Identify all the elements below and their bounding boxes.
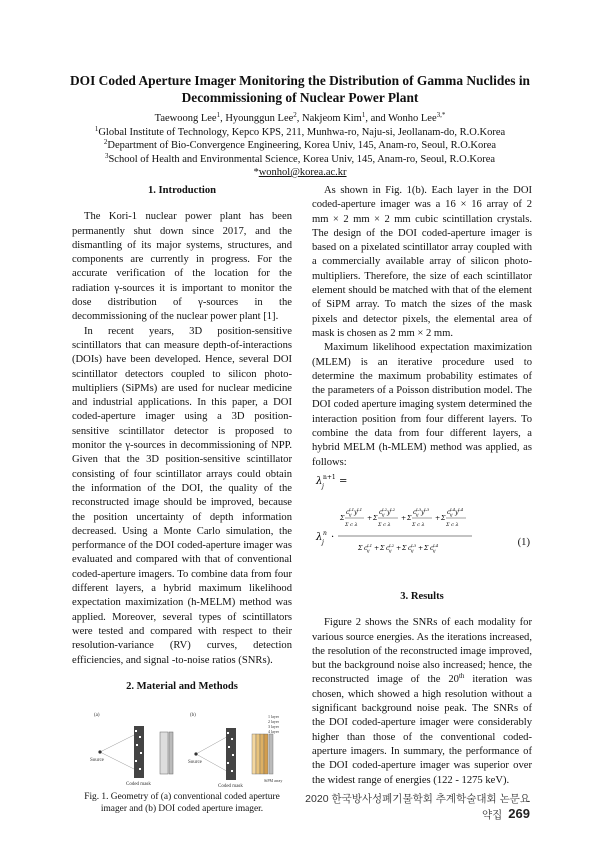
svg-text:ij: ij <box>433 547 436 553</box>
coded-mask-a <box>134 726 144 778</box>
svg-text:+: + <box>401 514 407 522</box>
panel-b-label: (b) <box>190 713 196 719</box>
svg-text:y: y <box>421 508 425 516</box>
section-heading-results: 3. Results <box>400 590 444 602</box>
h-mlem-formula <box>312 470 512 590</box>
svg-text:=: = <box>339 475 348 487</box>
layer-label-2: 2 layer <box>268 719 279 725</box>
methods-paragraph-2: Maximum likelihood expectation maximization (MLEM) is an iterative procedure used to determine the maximum probability estimates of the parameters of a Poisson distribution model. The DOI coded aperture imaging system determined the interaction position from four different layers. To combine the data from four different layers, a hybrid MELM (h-MLEM) method was applied, as follows: <box>312 342 532 468</box>
svg-text:ij: ij <box>389 547 392 553</box>
svg-text:y: y <box>455 508 459 516</box>
svg-text:c: c <box>430 544 434 552</box>
svg-text:L3: L3 <box>424 506 430 512</box>
figure-1-caption: Fig. 1. Geometry of (a) conventional coded aperture imager and (b) DOI coded aperture imager. <box>84 792 280 814</box>
section-heading-introduction: 1. Introduction <box>147 185 217 196</box>
page-number: 269 <box>508 806 530 821</box>
affiliation-1: $^1$Global Institute of Technology, Kepco KPS, 211, Munhwa-ro, Naju-si, Jeollanam-do, R.O.Korea <box>94 124 506 138</box>
svg-text:+: + <box>374 544 380 552</box>
svg-text:c: c <box>408 544 412 552</box>
affiliation-3: $^3$School of Health and Environmental Science, Korea Univ, 145, Anam-ro, Seoul, R.O.Korea <box>104 151 496 165</box>
corresponding-email[interactable]: *wonhol@korea.ac.kr <box>253 167 347 178</box>
svg-text:ij: ij <box>416 511 419 517</box>
results-paragraph: Figure 2 shows the SNRs of each modality for various source energies. As the iterations increased, the resolution of the reconstructed image improved, but the background noise also increased; hence, the reconstructed image of the 20th iteration was chosen, which showed a high resolution without a significant background noise peak. The SNRs of the DOI coded-aperture imager were considerably higher than those of the conventional coded-aperture imagers. In summary, the performance of the DOI coded-aperture imager was superior over the widest range of energies (122 - 1275 keV). <box>312 617 532 786</box>
svg-text:j: j <box>322 538 324 546</box>
layer-label-3: 3 layer <box>268 724 279 730</box>
svg-text:L4: L4 <box>433 542 439 548</box>
svg-text:n+1: n+1 <box>323 473 336 481</box>
svg-text:ij: ij <box>367 547 370 553</box>
svg-text:c: c <box>379 508 383 516</box>
layer-label-4: 4 layer <box>268 729 279 735</box>
svg-text:Σ: Σ <box>441 514 446 522</box>
detector-a <box>160 732 168 774</box>
svg-text:L2: L2 <box>389 542 395 548</box>
svg-text:ij: ij <box>349 511 352 517</box>
svg-text:+: + <box>367 514 373 522</box>
right-column <box>312 184 532 788</box>
left-column <box>72 184 292 815</box>
svg-text:L4: L4 <box>458 506 464 512</box>
svg-text:c: c <box>386 544 390 552</box>
mask-label-b: Coded mask <box>218 784 243 789</box>
scintillator-layer-2 <box>256 734 260 774</box>
svg-text:Σ c λ: Σ c λ <box>446 521 459 528</box>
author-block <box>40 112 560 180</box>
svg-text:c: c <box>447 508 451 516</box>
svg-text:+: + <box>435 514 441 522</box>
paper-title: DOI Coded Aperture Imager Monitoring the Distribution of Gamma Nuclides in Decommissioning of Nuclear Power Plant <box>70 73 530 105</box>
source-point-icon <box>98 750 101 753</box>
svg-text:+: + <box>396 544 402 552</box>
intro-paragraph-2: In recent years, 3D position-sensitive scintillators that can measure depth-of-interactions (DOIs) have been developed. Hence, several DOI scintillator detectors coupled to silicon photo-multipliers (SiPMs) are used for nuclear medicine and industrial applications. In this paper, a DOI coded-aperture imager using a 3D position-sensitive scintillator detector is proposed to monitor the γ-sources in decommissioning of NPP. Given that the 3D position-sensitive scintillator consisting of four scintillator arrays could obtain the information of the DOI, the quality of the reconstructed image should be improved, because the position uncertainty of depth information decreased. Using a Monte Carlo simulation, the performance of the DOI coded-aperture imager was evaluated and compared with that of conventional coded-aperture imagers. To combine data from four different layers, a hybrid maximum likelihood expectation maximization (h-MELM) method was applied. Moreover, several types of scintillators were tested and compared with respect to their resolution-variance (RV) curves, detection efficiencies, and signal -to-noise ratios (SNRs). <box>72 325 292 666</box>
affiliation-2: $^2$Department of Bio-Convergence Engineering, Korea Univ, 145, Anam-ro, Seoul, R.O.Korea <box>103 138 497 151</box>
svg-text:c: c <box>346 508 350 516</box>
svg-text:Σ c λ: Σ c λ <box>345 521 358 528</box>
svg-text:n: n <box>323 529 327 537</box>
source-label-b: Source <box>188 760 202 766</box>
panel-a-label: (a) <box>94 713 100 719</box>
svg-text:L2: L2 <box>390 506 396 512</box>
svg-text:λ: λ <box>316 531 323 543</box>
svg-text:L1: L1 <box>367 542 373 548</box>
svg-text:L4: L4 <box>450 506 456 512</box>
svg-text:Σ: Σ <box>380 544 385 552</box>
svg-text:L1: L1 <box>357 506 363 512</box>
scintillator-layer-3 <box>260 734 264 774</box>
page-footer <box>300 791 530 822</box>
svg-text:Σ: Σ <box>407 514 412 522</box>
figure-1-diagram <box>72 708 292 788</box>
source-point-icon <box>194 752 197 755</box>
author-list: Taewoong Lee$^1$, Hyounggun Lee$^2$, Nakjeom Kim$^1$, and Wonho Lee$^{3,*}$ <box>154 111 446 124</box>
svg-text:Σ c λ: Σ c λ <box>378 521 391 528</box>
scintillator-layer-1 <box>252 734 256 774</box>
scintillator-layer-4 <box>264 734 268 774</box>
svg-text:Σ: Σ <box>424 544 429 552</box>
journal-name: 2020 한국방사성폐기물학회 추계학술대회 논문요약집 <box>305 793 530 821</box>
sipm-array-a <box>169 732 173 774</box>
equation-1 <box>312 470 532 590</box>
section-heading-methods: 2. Material and Methods <box>126 680 238 692</box>
svg-text:Σ: Σ <box>358 544 363 552</box>
mask-label-a: Coded mask <box>126 782 151 788</box>
svg-text:+: + <box>418 544 424 552</box>
sipm-array-b <box>269 734 273 774</box>
svg-text:ij: ij <box>411 547 414 553</box>
methods-paragraph-1: As shown in Fig. 1(b). Each layer in the DOI coded-aperture imager was a 16 × 16 array of 2 mm × 2 mm × 2 mm cubic scintillation crystals. The design of the DOI coded-aperture imager is based on a pixelated scintillator array coupled with a commercially available array of silicon photo-multipliers. Therefore, the size of each scintillator element should be matched with that of the element of SiPM array. To match the sizes of the mask pixels and detector pixels, the elemental area of mask is chosen as 2 mm × 2 mm. <box>312 185 532 339</box>
svg-text:Σ: Σ <box>402 544 407 552</box>
svg-text:ij: ij <box>382 511 385 517</box>
equation-number: (1) <box>517 536 530 548</box>
svg-text:ij: ij <box>450 511 453 517</box>
svg-text:L1: L1 <box>349 506 355 512</box>
svg-text:L3: L3 <box>411 542 417 548</box>
svg-text:·: · <box>331 531 335 543</box>
coded-mask-b <box>226 728 236 780</box>
svg-text:y: y <box>354 508 358 516</box>
figure-1 <box>72 708 292 788</box>
layer-label-1: 1 layer <box>268 714 279 720</box>
svg-text:Σ c λ: Σ c λ <box>412 521 425 528</box>
svg-text:L3: L3 <box>416 506 422 512</box>
svg-text:c: c <box>364 544 368 552</box>
svg-text:λ: λ <box>316 475 323 487</box>
svg-text:Σ: Σ <box>373 514 378 522</box>
svg-text:c: c <box>413 508 417 516</box>
source-label-a: Source <box>90 758 104 764</box>
intro-paragraph-1: The Kori-1 nuclear power plant has been permanently shut down since 2017, and the dismantling of its major systems, structures, and components are currently in progress. For the accurate verification of the location for the radiation γ-sources it is important to monitor the dose distribution of γ-sources in the decommissioning of the nuclear power plant [1]. <box>72 211 292 323</box>
svg-text:L2: L2 <box>382 506 388 512</box>
svg-text:j: j <box>322 482 324 490</box>
svg-text:y: y <box>387 508 391 516</box>
sipm-label: SiPM array <box>264 778 283 784</box>
svg-text:Σ: Σ <box>340 514 345 522</box>
